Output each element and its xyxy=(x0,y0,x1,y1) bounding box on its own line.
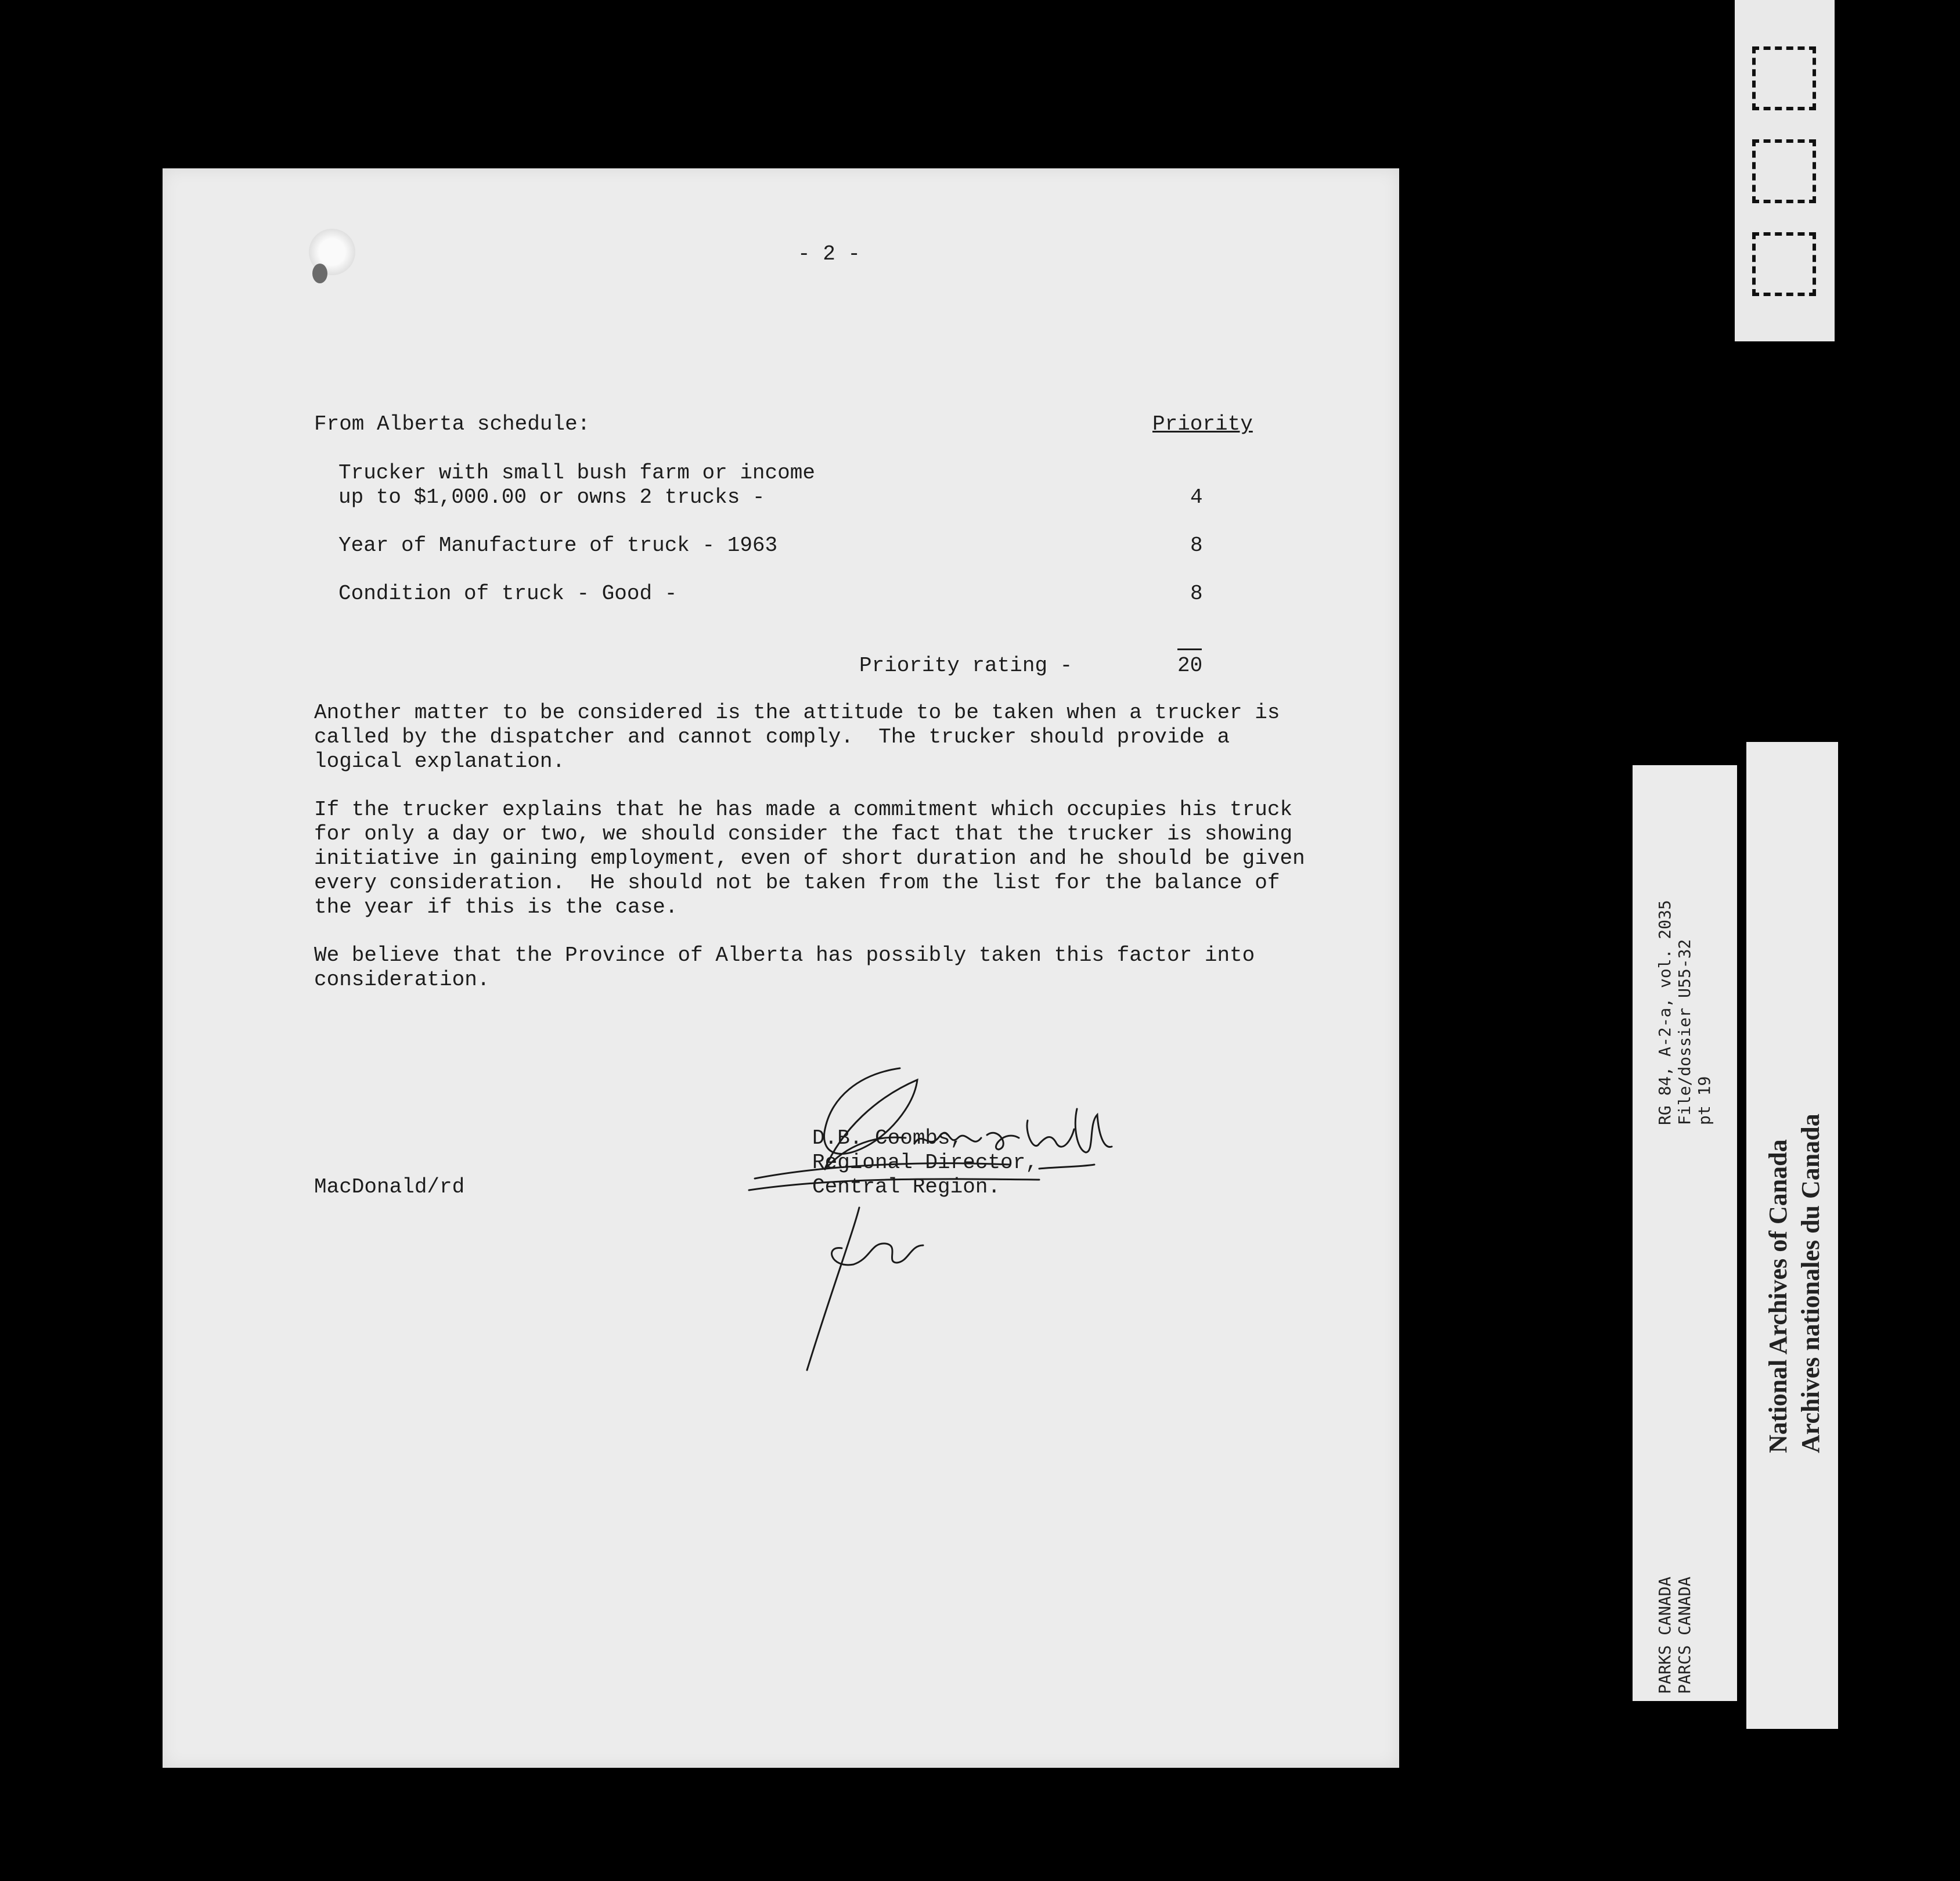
paragraph-line: Another matter to be considered is the attitude to be taken when a trucker is xyxy=(314,701,1280,725)
national-archives-label xyxy=(1746,742,1838,1729)
archive-reference-label xyxy=(1633,765,1737,1701)
page-number: - 2 - xyxy=(798,242,861,266)
schedule-item-3: Condition of truck - Good - xyxy=(338,582,678,606)
ink-spot xyxy=(312,264,327,283)
paragraph-line: the year if this is the case. xyxy=(314,895,678,919)
paragraph-line: initiative in gaining employment, even of short duration and he should be given xyxy=(314,846,1305,870)
paragraph-line: logical explanation. xyxy=(314,749,565,773)
schedule-heading: From Alberta schedule: xyxy=(314,412,590,436)
archive-ref-line-1: RG 84, A-2-a, vol. 2035 xyxy=(1655,900,1674,1125)
priority-rating-label: Priority rating - xyxy=(859,654,1073,678)
archive-ref-line-2: File/dossier U55-32 xyxy=(1675,939,1694,1125)
marker-glyph xyxy=(1752,46,1816,110)
marker-glyph xyxy=(1752,139,1816,203)
paragraph-line: We believe that the Province of Alberta has possibly taken this factor into xyxy=(314,943,1255,967)
archive-ref-line-3: pt 19 xyxy=(1695,1076,1714,1125)
document-page xyxy=(163,168,1399,1768)
priority-header: Priority xyxy=(1152,412,1253,436)
schedule-item-1-line-1: Trucker with small bush farm or income xyxy=(338,461,815,485)
org-line-1: PARKS CANADA xyxy=(1655,1576,1674,1694)
schedule-item-1-line-2: up to $1,000.00 or owns 2 trucks - xyxy=(338,485,765,509)
typist-initials: MacDonald/rd xyxy=(314,1175,465,1199)
nac-line-1: National Archives of Canada xyxy=(1764,1139,1792,1453)
schedule-item-1-value: 4 xyxy=(1190,485,1203,509)
sum-rule xyxy=(1177,648,1202,650)
nac-line-2: Archives nationales du Canada xyxy=(1796,1114,1825,1453)
signatory-region: Central Region. xyxy=(812,1175,1001,1199)
signatory-title: Regional Director, xyxy=(812,1151,1038,1174)
signatory-name: D.B. Coombs, xyxy=(812,1126,963,1150)
org-line-2: PARCS CANADA xyxy=(1675,1576,1694,1694)
schedule-item-3-value: 8 xyxy=(1190,582,1203,606)
handwritten-signature xyxy=(685,1028,1126,1388)
film-marker xyxy=(1735,0,1835,341)
paragraph-line: consideration. xyxy=(314,968,490,992)
priority-rating-value: 20 xyxy=(1177,654,1203,678)
paragraph-line: every consideration. He should not be taken from the list for the balance of xyxy=(314,871,1280,895)
paragraph-line: for only a day or two, we should consider the fact that the trucker is showing xyxy=(314,822,1293,846)
marker-glyph xyxy=(1752,232,1816,296)
schedule-item-2: Year of Manufacture of truck - 1963 xyxy=(338,534,778,557)
paragraph-line: If the trucker explains that he has made a commitment which occupies his truck xyxy=(314,798,1293,821)
schedule-item-2-value: 8 xyxy=(1190,534,1203,557)
paragraph-line: called by the dispatcher and cannot comply. The trucker should provide a xyxy=(314,725,1230,749)
